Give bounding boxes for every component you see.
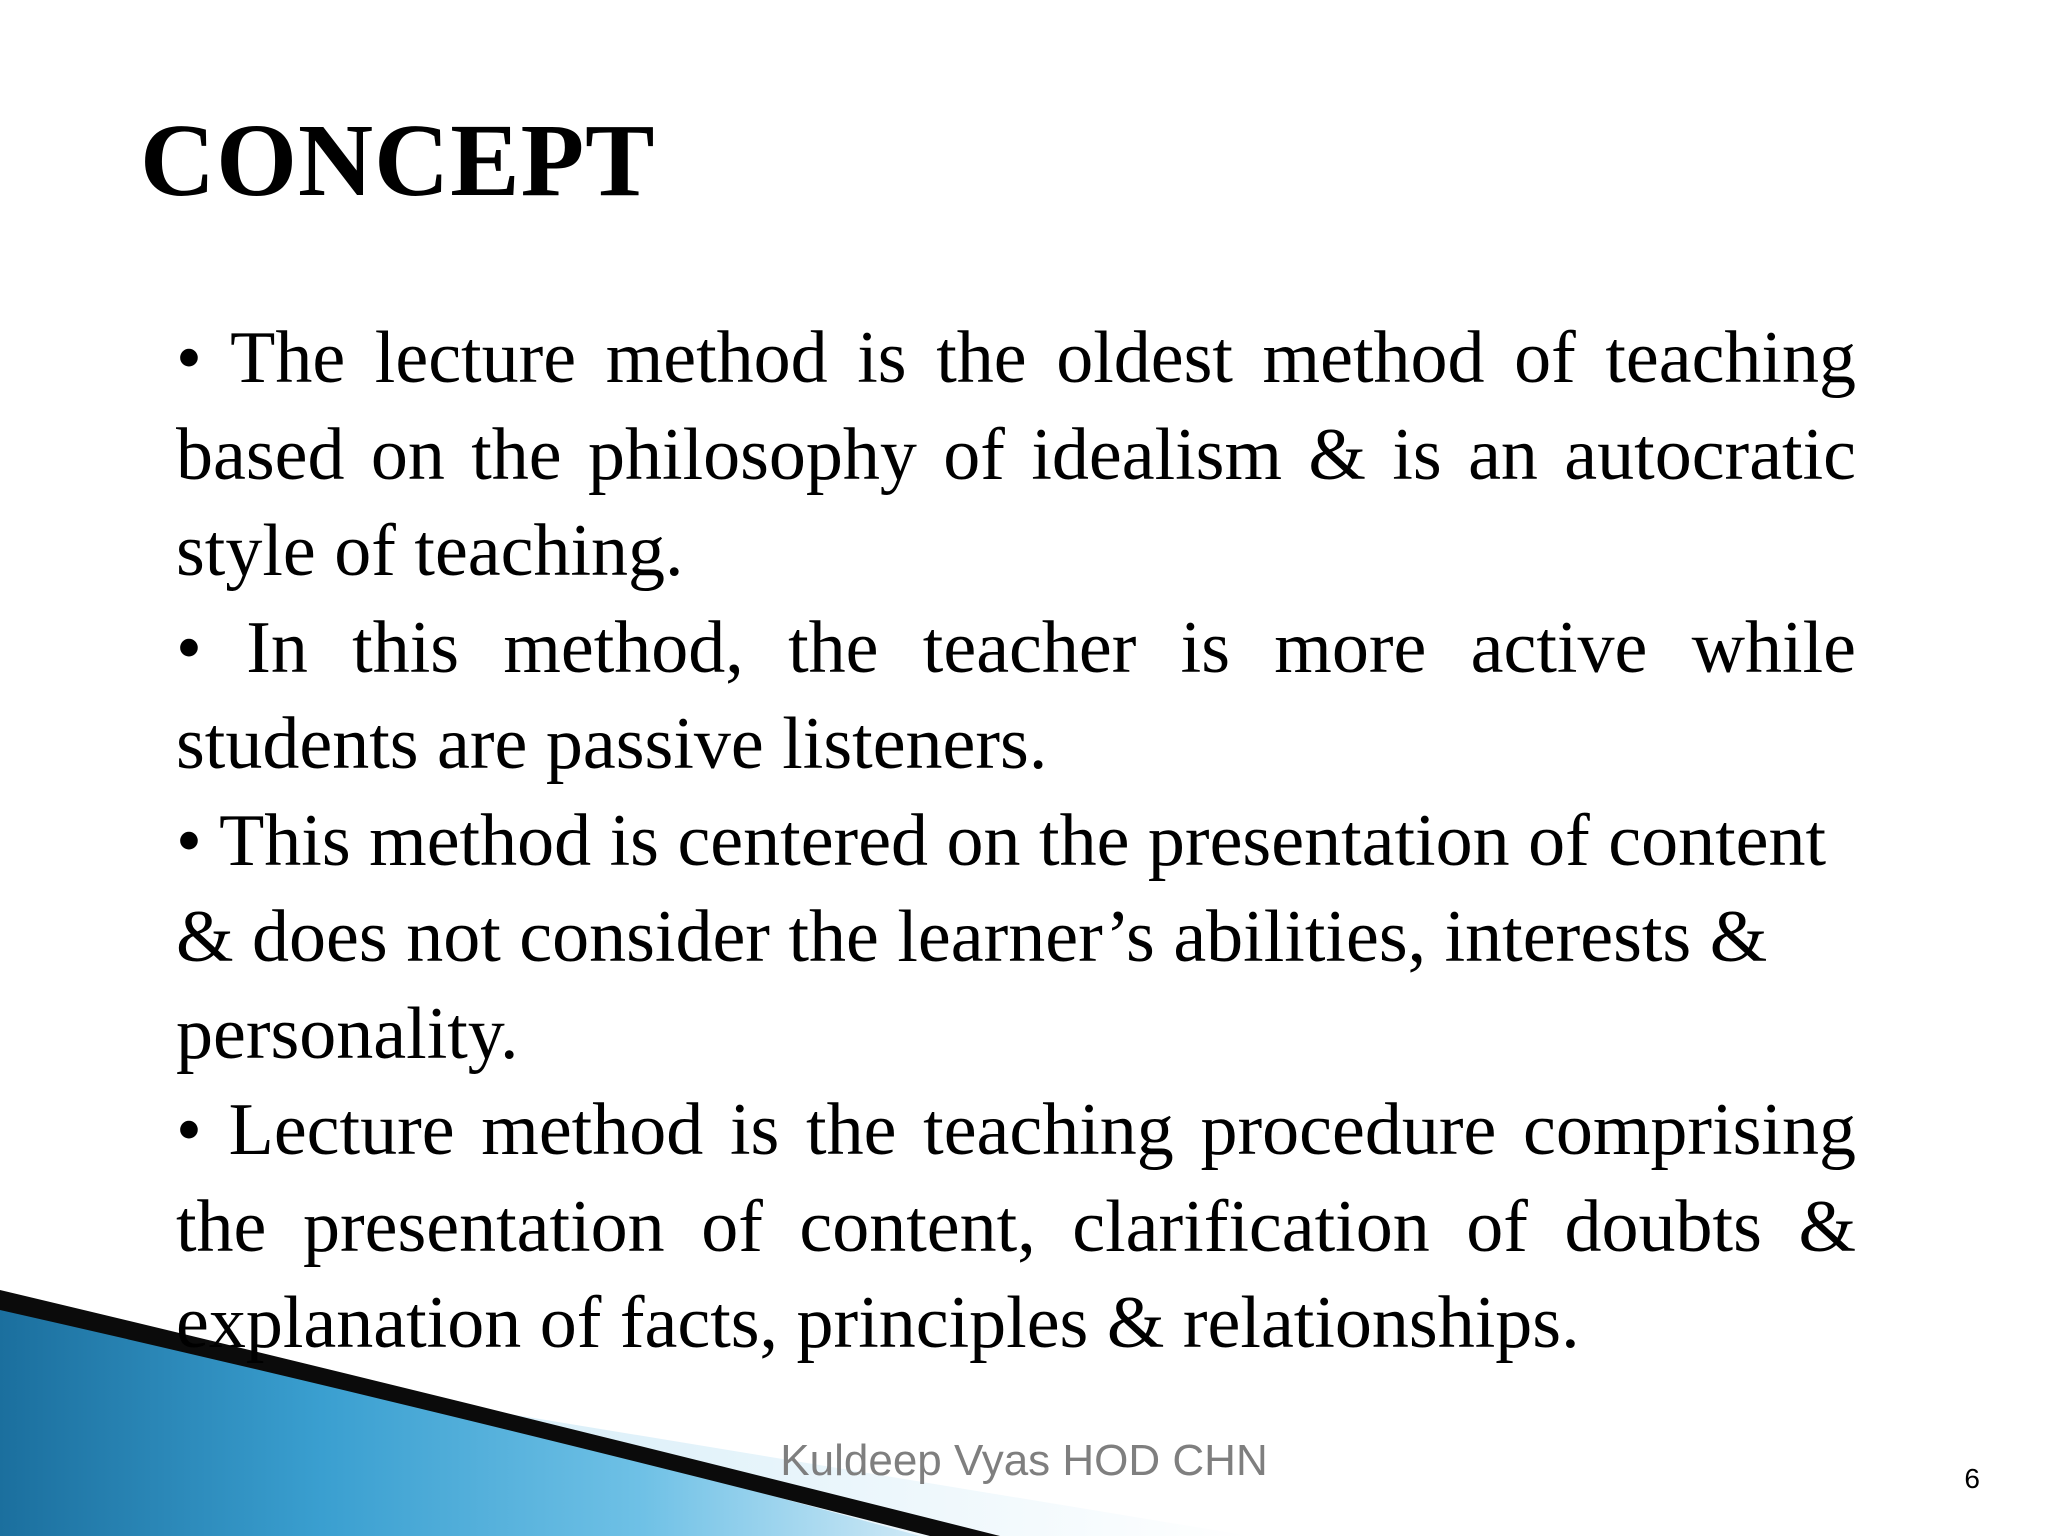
bullet-4: • Lecture method is the teaching procedure comprising the presentation of content, clarification of doubts & explanation of facts, principles & relationships. <box>176 1089 1856 1364</box>
slide-title: CONCEPT <box>140 103 656 218</box>
bullet-list <box>176 310 1856 1372</box>
page-number: 6 <box>1964 1463 1980 1494</box>
bullet-2: • In this method, the teacher is more active while students are passive listeners. <box>176 606 1856 785</box>
bullet-1: • The lecture method is the oldest method of teaching based on the philosophy of idealism & is an autocratic style of teaching. <box>176 317 1856 592</box>
bullet-3: • This method is centered on the presentation of content & does not consider the learner’s abilities, interests & personality. <box>176 799 1827 1075</box>
footer-author: Kuldeep Vyas HOD CHN <box>780 1436 1268 1485</box>
